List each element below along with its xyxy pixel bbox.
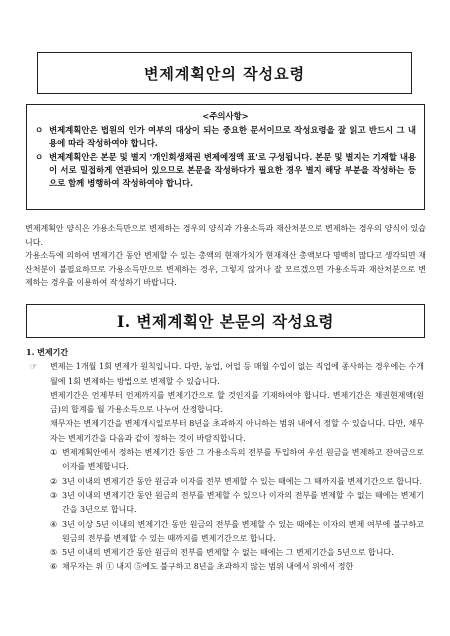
item-text: 3년 이상 5년 이내의 변제기간 동안 원금의 전부를 변제할 수 있는 때에는 이자의 변제 여부에 불구하고 원금의 전부를 변제할 수 있는 때까지를 변제기간으로 합니다. xyxy=(62,519,424,543)
notice-text: 변제계획안은 법원의 인가 여부의 대상이 되는 중요한 문서이므로 작성요령을 잘 읽고 반드시 그 내용에 따라 작성하여야 합니다. xyxy=(49,125,416,149)
notice-text: 변제계획안은 본문 및 별지 '개인회생채권 변제예정액 표'로 구성됩니다. 본문 및 별지는 기재할 내용이 서로 밀접하게 연관되어 있으므로 본문을 작성하다가 필요한 경우 별지 해당 부분을 작성하는 등으로 함께 병행하여 작성하여야 합니다. xyxy=(49,151,416,189)
notice-item xyxy=(35,151,416,191)
intro-paragraph: 변제계획안 양식은 가용소득만으로 변제하는 경우의 양식과 가용소득과 재산처분으로 변제하는 경우의 양식이 있습니다. xyxy=(25,224,426,247)
item-number: ② xyxy=(50,476,58,486)
lead-paragraph xyxy=(26,360,424,389)
bullet-circle-icon: ㅇ xyxy=(35,125,44,136)
list-item xyxy=(26,518,424,547)
body-paragraph: 변제기간은 언제부터 언제까지를 변제기간으로 할 것인지를 기재하여야 합니다. 변제기간은 채권현재액(원금)의 합계를 월 가용소득으로 나누어 산정합니다. xyxy=(50,390,424,415)
item-text: 3년 이내의 변제기간 동안 원금의 전부를 변제할 수 있으나 이자의 전부를 변제할 수 없는 때에는 변제기간을 3년으로 합니다. xyxy=(62,490,424,515)
item-number: ③ xyxy=(50,490,58,500)
intro-text xyxy=(25,222,426,290)
notice-heading: <주의사항> xyxy=(202,111,249,121)
list-item xyxy=(26,446,424,475)
notice-item xyxy=(35,124,416,150)
subsection-heading: 1. 변제기간 xyxy=(26,347,69,357)
item-number: ⑤ xyxy=(50,548,58,558)
item-number: ① xyxy=(50,448,58,458)
item-text: 5년 이내의 변제기간 동안 원금의 전부를 변제할 수 없는 때에는 그 변제기간을 5년으로 합니다. xyxy=(62,548,394,558)
list-item xyxy=(26,546,424,560)
notice-box xyxy=(26,104,425,210)
item-number: ⑥ xyxy=(50,562,58,572)
body-paragraph: 채무자는 변제기간을 변제개시일로부터 8년을 초과하지 아니하는 범위 내에서 정할 수 있습니다. 다만, 채무자는 변제기간을 다음과 같이 정하는 것이 바람직합니다. xyxy=(50,419,424,443)
document-title: 변제계획안의 작성요령 xyxy=(143,64,306,83)
item-text: 채무자는 위 ① 내지 ⑤에도 불구하고 8년을 초과하지 않는 범위 내에서 위에서 정한 xyxy=(62,562,354,572)
pointing-hand-icon: ☞ xyxy=(30,362,38,372)
item-text: 3년 이내의 변제기간 동안 원금과 이자를 전부 변제할 수 있는 때에는 그 때까지를 변제기간으로 합니다. xyxy=(62,476,423,486)
list-item xyxy=(26,489,424,518)
lead-text: 변제는 1개월 1회 변제가 원칙입니다. 다만, 농업, 어업 등 매월 수입이 없는 직업에 종사하는 경우에는 수개월에 1회 변제하는 방법으로 변제할 수 있습니다. xyxy=(50,362,424,386)
section-title-box xyxy=(26,304,425,338)
list-item xyxy=(26,560,424,574)
item-text: 변제계획안에서 정하는 변제기간 동안 그 가용소득의 전부를 투입하여 우선 원금을 변제하고 잔여금으로 이자를 변제합니다. xyxy=(62,448,424,472)
list-item xyxy=(26,475,424,489)
item-number: ④ xyxy=(50,519,58,529)
section-title: I. 변제계획안 본문의 작성요령 xyxy=(116,312,334,331)
intro-paragraph: 가용소득에 의하여 변제기간 동안 변제할 수 있는 총액의 현재가치가 현재재산 총액보다 명백히 많다고 생각되면 재산처분이 불필요하므로 가용소득만으로 변제하는 경우, 그렇지 않거나 잘 모르겠으면 가용소득과 재산처분으로 변제하는 경우를 이용하여 작성하기 바랍니다. xyxy=(25,251,426,288)
bullet-circle-icon: ㅇ xyxy=(35,151,44,162)
title-box xyxy=(37,52,412,94)
section-content xyxy=(26,345,424,575)
